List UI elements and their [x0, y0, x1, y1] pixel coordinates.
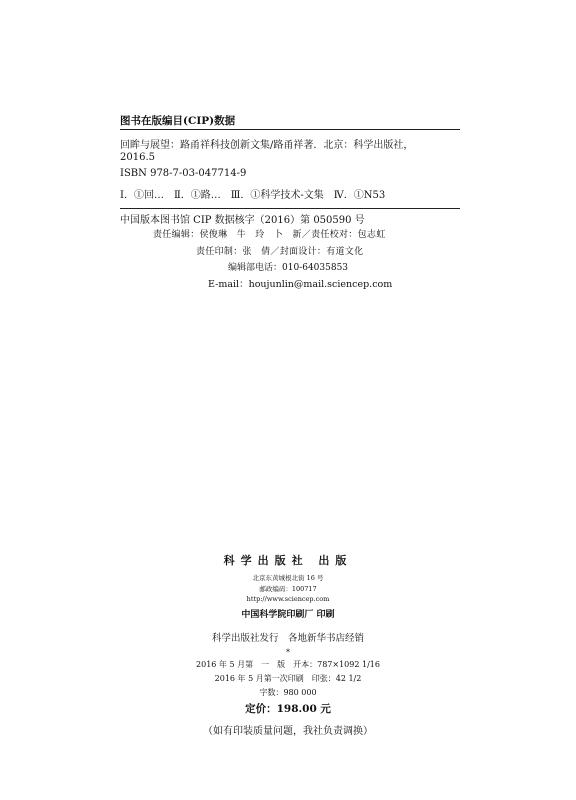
cip-title: 图书在版编目(CIP)数据: [120, 115, 236, 127]
cip-classification: Ⅰ．①回… Ⅱ．①路… Ⅲ．①科学技术-文集 Ⅳ．①N53: [120, 190, 386, 201]
cip-record-number: 中国版本图书馆 CIP 数据核字（2016）第 050590 号: [120, 215, 365, 226]
cip-bottom-rule: [120, 208, 460, 209]
editorial-email: E-mail：houjunlin@mail.sciencep.com: [208, 279, 393, 290]
cip-top-rule: [120, 129, 460, 130]
price: 定价：198.00 元: [245, 703, 331, 715]
edition-info: 2016 年 5 月第 一 版 开本：787×1092 1/16: [196, 660, 380, 669]
wordcount-info: 字数：980 000: [259, 688, 317, 697]
responsible-editors: 责任编辑：侯俊琳 牛 玲 卜 新／责任校对：包志虹: [153, 230, 386, 240]
publisher-website: http://www.sciencep.com: [246, 595, 330, 603]
publisher-postcode: 邮政编码：100717: [259, 585, 317, 593]
cip-book-info: 回眸与展望：路甬祥科技创新文集/路甬祥著．北京：科学出版社，: [120, 140, 414, 151]
separator-star: *: [286, 648, 290, 657]
editorial-phone: 编辑部电话：010-64035853: [228, 263, 349, 273]
imprint-block: [0, 552, 576, 737]
quality-notice: （如有印装质量问题，我社负责调换）: [203, 726, 373, 737]
publisher-address: 北京东黄城根北街 16 号: [252, 574, 324, 582]
cip-isbn: ISBN 978-7-03-047714-9: [120, 168, 247, 179]
responsible-printing: 责任印制：张 倩／封面设计：有道文化: [196, 247, 364, 257]
printer-name: 中国科学院印刷厂 印刷: [241, 610, 335, 620]
impression-info: 2016 年 5 月第一次印刷 印张：42 1/2: [214, 674, 362, 683]
distribution-info: 科学出版社发行 各地新华书店经销: [211, 633, 364, 644]
cip-book-info-year: 2016.5: [120, 152, 155, 163]
publisher-name: 科学出版社 出版: [223, 554, 353, 567]
